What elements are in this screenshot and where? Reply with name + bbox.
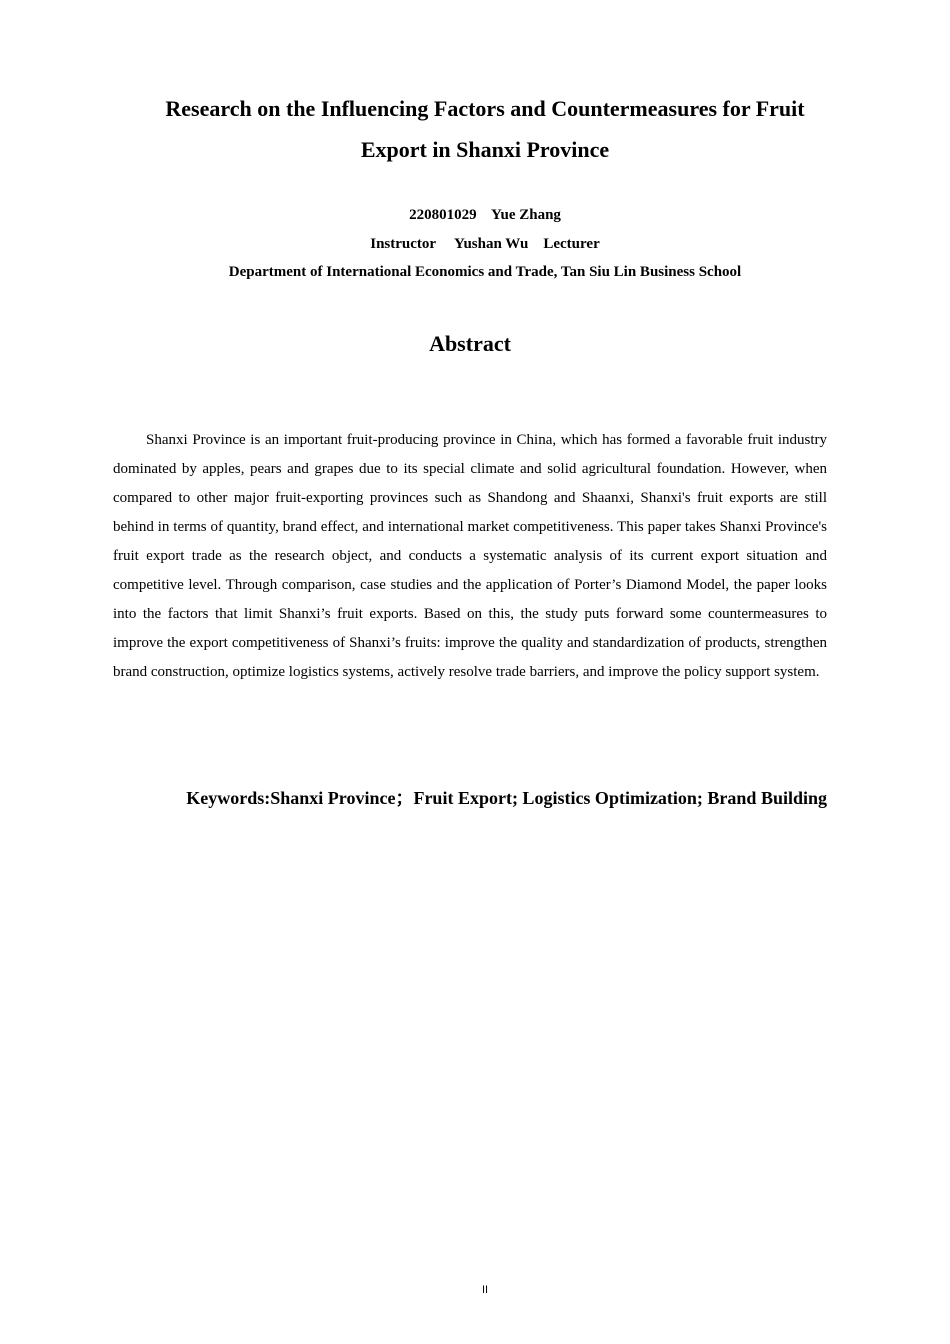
author-info	[113, 201, 857, 287]
page-number: II	[481, 1284, 489, 1296]
keywords-line: Keywords:Shanxi Province；Fruit Export; Logistics Optimization; Brand Building	[186, 788, 827, 808]
abstract-heading: Abstract	[429, 331, 511, 356]
instructor-info: Instructor Yushan Wu Lecturer	[370, 235, 600, 252]
abstract-body: Shanxi Province is an important fruit-producing province in China, which has formed a favorable fruit industry dominated by apples, pears and grapes due to its special climate and solid agricultural foundation. However, when compared to other major fruit-exporting provinces such as Shandong and Shaanxi, Shanxi's fruit exports are still behind in terms of quantity, brand effect, and international market competitiveness. This paper takes Shanxi Province's fruit export trade as the research object, and conducts a systematic analysis of its current export situation and competitive level. Through comparison, case studies and the application of Porter’s Diamond Model, the paper looks into the factors that limit Shanxi’s fruit exports. Based on this, the study puts forward some countermeasures to improve the export competitiveness of Shanxi’s fruits: improve the quality and standardization of products, strengthen brand construction, optimize logistics systems, actively resolve trade barriers, and improve the policy support system.	[113, 432, 827, 680]
paper-title-line-2: Export in Shanxi Province	[360, 137, 610, 162]
paper-title-line-1: Research on the Influencing Factors and Countermeasures for Fruit	[165, 96, 805, 121]
department-info: Department of International Economics and Trade, Tan Siu Lin Business School	[228, 264, 742, 280]
student-id-and-name: 220801029 Yue Zhang	[409, 207, 561, 223]
paper-title	[113, 88, 857, 170]
